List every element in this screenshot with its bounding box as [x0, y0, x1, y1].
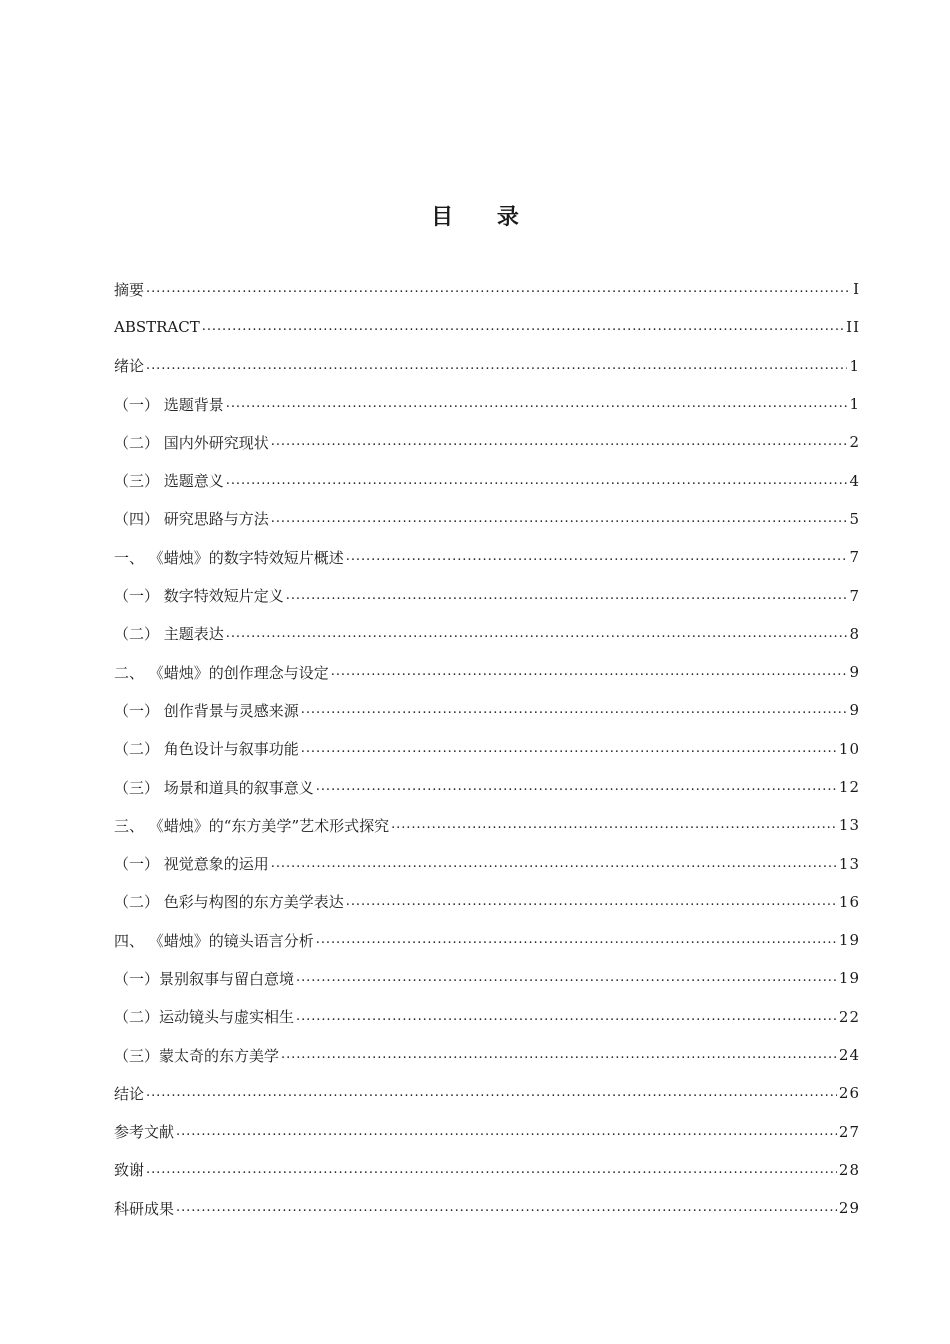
toc-entry[interactable]: [114, 1189, 860, 1227]
toc-entry[interactable]: [114, 844, 860, 882]
dot-leader: [226, 471, 848, 491]
toc-entry[interactable]: [114, 959, 860, 997]
toc-entry[interactable]: [114, 270, 860, 308]
toc-entry-label: （一） 创作背景与灵感来源: [114, 701, 299, 720]
toc-entry-label: （二） 国内外研究现状: [114, 433, 269, 452]
dot-leader: [146, 356, 847, 376]
dot-leader: [301, 700, 848, 720]
toc-entry[interactable]: [114, 461, 860, 499]
page-title: 目 录: [431, 204, 537, 230]
toc-entry[interactable]: [114, 691, 860, 729]
toc-entry-page-number: 8: [849, 624, 860, 643]
toc-entry-label: ABSTRACT: [114, 318, 200, 337]
toc-entry-label: （三）蒙太奇的东方美学: [114, 1046, 280, 1065]
toc-entry[interactable]: [114, 423, 860, 461]
toc-entry-page-number: 4: [849, 471, 860, 490]
dot-leader: [286, 586, 848, 606]
toc-entry-page-number: 28: [838, 1160, 860, 1179]
toc-entry[interactable]: [114, 538, 860, 576]
dot-leader: [202, 317, 844, 337]
toc-entry[interactable]: [114, 883, 860, 921]
dot-leader: [146, 1160, 837, 1180]
toc-entry-label: 二、 《蜡烛》的创作理念与设定: [114, 663, 329, 682]
toc-entry-label: 摘要: [114, 280, 145, 299]
toc-entry-page-number: 1: [849, 395, 860, 414]
toc-entry-label: 一、 《蜡烛》的数字特效短片概述: [114, 548, 344, 567]
toc-entry-label: （二） 角色设计与叙事功能: [114, 740, 299, 759]
toc-entry-page-number: II: [846, 318, 860, 337]
dot-leader: [346, 892, 837, 912]
dot-leader: [146, 279, 851, 299]
toc-entry-page-number: 22: [838, 1007, 860, 1026]
toc-entry-label: 三、 《蜡烛》的“东方美学”艺术形式探究: [114, 816, 390, 835]
toc-entry-label: （一） 数字特效短片定义: [114, 587, 284, 606]
toc-entry-label: （三） 选题意义: [114, 472, 224, 491]
toc-entry[interactable]: [114, 768, 860, 806]
dot-leader: [176, 1198, 837, 1218]
dot-leader: [346, 547, 848, 567]
toc-entry-page-number: I: [853, 280, 860, 299]
toc-entry-label: （一） 选题背景: [114, 395, 224, 414]
toc-entry[interactable]: [114, 1036, 860, 1074]
dot-leader: [271, 432, 848, 452]
toc-entry-label: 参考文献: [114, 1123, 175, 1142]
toc-entry-label: （三） 场景和道具的叙事意义: [114, 778, 314, 797]
toc-entry-page-number: 7: [849, 548, 860, 567]
toc-entry-label: 绪论: [114, 357, 145, 376]
toc-entry-label: 致谢: [114, 1161, 145, 1180]
toc-entry-page-number: 19: [838, 931, 860, 950]
dot-leader: [296, 1007, 837, 1027]
dot-leader: [146, 1083, 837, 1103]
toc-entry-page-number: 13: [838, 816, 860, 835]
dot-leader: [271, 509, 848, 529]
toc-entry-page-number: 19: [838, 969, 860, 988]
toc-entry[interactable]: [114, 806, 860, 844]
table-of-contents: [114, 270, 860, 1227]
dot-leader: [391, 815, 837, 835]
toc-entry-label: （二） 色彩与构图的东方美学表达: [114, 893, 344, 912]
toc-entry-label: 四、 《蜡烛》的镜头语言分析: [114, 931, 314, 950]
toc-entry[interactable]: [114, 615, 860, 653]
dot-leader: [296, 968, 837, 988]
toc-entry-page-number: 9: [849, 663, 860, 682]
toc-entry-page-number: 26: [838, 1084, 860, 1103]
toc-entry-page-number: 1: [849, 356, 860, 375]
toc-entry-label: （一） 视觉意象的运用: [114, 855, 269, 874]
toc-entry-page-number: 9: [849, 701, 860, 720]
toc-entry-label: （二） 主题表达: [114, 625, 224, 644]
toc-entry-label: 科研成果: [114, 1199, 175, 1218]
toc-entry-label: （二）运动镜头与虚实相生: [114, 1008, 295, 1027]
toc-entry-label: 结论: [114, 1084, 145, 1103]
dot-leader: [316, 930, 837, 950]
toc-entry[interactable]: [114, 576, 860, 614]
toc-entry-page-number: 10: [838, 739, 860, 758]
toc-entry[interactable]: [114, 921, 860, 959]
dot-leader: [281, 1045, 837, 1065]
toc-entry-page-number: 5: [849, 509, 860, 528]
dot-leader: [226, 394, 848, 414]
toc-entry-page-number: 7: [849, 586, 860, 605]
toc-entry-page-number: 24: [838, 1046, 860, 1065]
toc-entry[interactable]: [114, 1113, 860, 1151]
dot-leader: [271, 854, 837, 874]
toc-entry-page-number: 16: [838, 892, 860, 911]
toc-entry-label: （一）景别叙事与留白意境: [114, 969, 295, 988]
toc-entry[interactable]: [114, 730, 860, 768]
dot-leader: [301, 739, 837, 759]
toc-entry[interactable]: [114, 500, 860, 538]
dot-leader: [331, 662, 848, 682]
toc-entry[interactable]: [114, 347, 860, 385]
toc-entry[interactable]: [114, 1074, 860, 1112]
toc-entry-page-number: 2: [849, 433, 860, 452]
toc-entry[interactable]: [114, 653, 860, 691]
toc-entry-page-number: 13: [838, 854, 860, 873]
toc-entry-page-number: 29: [838, 1199, 860, 1218]
toc-entry[interactable]: [114, 1151, 860, 1189]
toc-entry[interactable]: [114, 308, 860, 346]
toc-entry[interactable]: [114, 998, 860, 1036]
toc-entry[interactable]: [114, 385, 860, 423]
toc-entry-label: （四） 研究思路与方法: [114, 510, 269, 529]
dot-leader: [176, 1122, 837, 1142]
toc-entry-page-number: 12: [838, 778, 860, 796]
dot-leader: [226, 624, 848, 644]
toc-entry-page-number: 27: [838, 1122, 860, 1141]
dot-leader: [316, 777, 837, 797]
